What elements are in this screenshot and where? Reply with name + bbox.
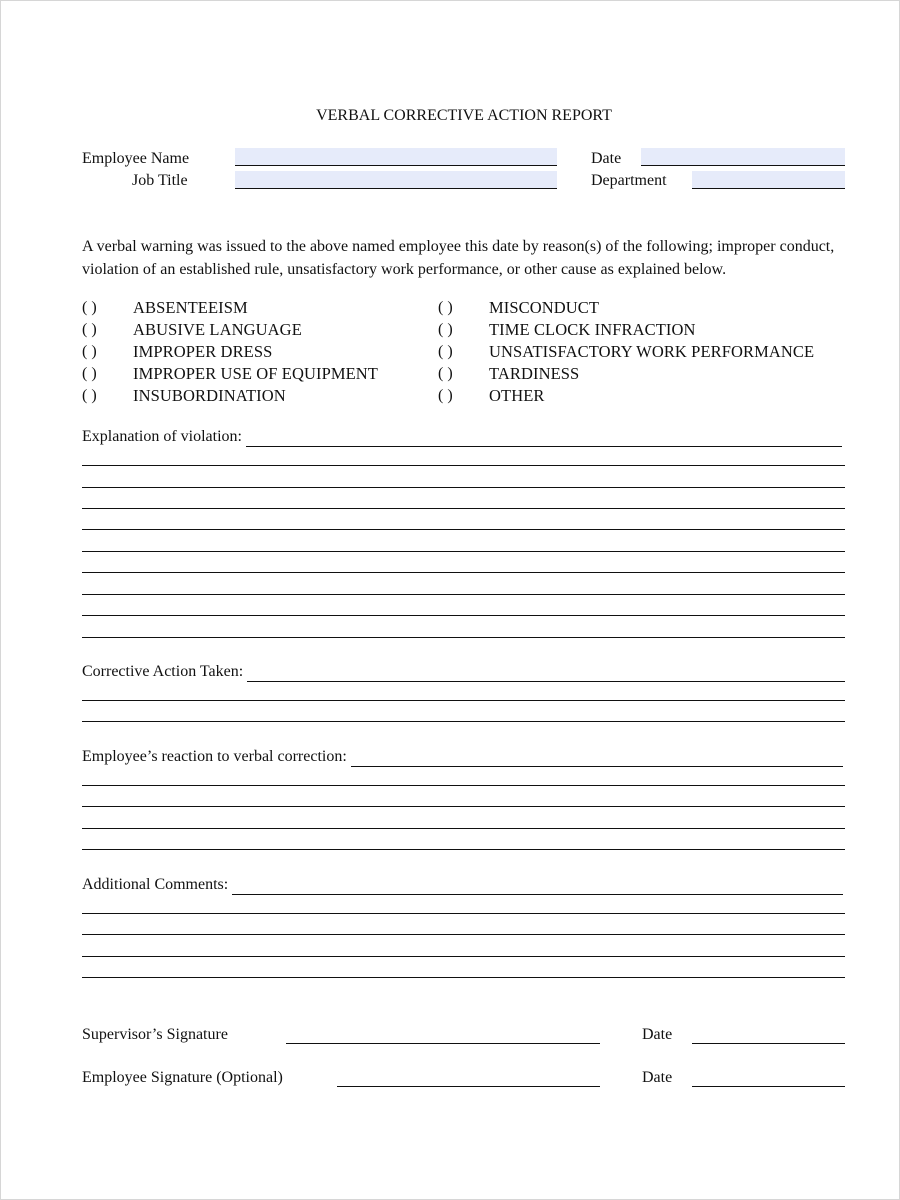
employee-date-field[interactable] <box>692 1069 845 1087</box>
comments-line[interactable] <box>82 934 845 935</box>
supervisor-date-label: Date <box>642 1026 673 1043</box>
explanation-line[interactable] <box>82 594 845 595</box>
explanation-line[interactable] <box>82 487 845 488</box>
reason-tardiness: TARDINESS <box>489 364 580 383</box>
checkbox-abusive-language[interactable]: ( ) <box>82 321 97 338</box>
checkbox-other[interactable]: ( ) <box>438 387 453 404</box>
explanation-line[interactable] <box>82 637 845 638</box>
explanation-line[interactable] <box>82 465 845 466</box>
comments-field[interactable] <box>232 879 843 895</box>
explanation-line[interactable] <box>82 508 845 509</box>
explanation-line[interactable] <box>82 572 845 573</box>
corrective-line[interactable] <box>82 700 845 701</box>
reason-improper-dress: IMPROPER DRESS <box>133 342 273 361</box>
reason-insubordination: INSUBORDINATION <box>133 386 286 405</box>
explanation-row <box>82 427 842 447</box>
employee-name-label: Employee Name <box>82 150 190 167</box>
job-title-field[interactable] <box>235 171 557 189</box>
intro-paragraph: A verbal warning was issued to the above named employee this date by reason(s) of the following; improper conduct, violation of an established rule, unsatisfactory work performance, or other cause as explained below. <box>82 238 835 278</box>
department-label: Department <box>591 172 667 189</box>
checkbox-improper-dress[interactable]: ( ) <box>82 343 97 360</box>
explanation-line[interactable] <box>82 529 845 530</box>
employee-signature-field[interactable] <box>337 1069 600 1087</box>
reaction-line[interactable] <box>82 849 845 850</box>
reaction-field[interactable] <box>351 751 843 767</box>
reason-unsatisfactory-work-performance: UNSATISFACTORY WORK PERFORMANCE <box>489 342 815 361</box>
checkbox-misconduct[interactable]: ( ) <box>438 299 453 316</box>
reason-abusive-language: ABUSIVE LANGUAGE <box>133 320 302 339</box>
corrective-field[interactable] <box>247 666 845 682</box>
reaction-line[interactable] <box>82 806 845 807</box>
job-title-label: Job Title <box>132 172 188 189</box>
explanation-line[interactable] <box>82 615 845 616</box>
reason-misconduct: MISCONDUCT <box>489 298 600 317</box>
comments-line[interactable] <box>82 977 845 978</box>
comments-label: Additional Comments: <box>82 876 229 893</box>
date-field[interactable] <box>641 148 845 166</box>
supervisor-signature-field[interactable] <box>286 1026 600 1044</box>
reaction-row <box>82 747 843 767</box>
employee-name-field[interactable] <box>235 148 557 166</box>
supervisor-signature-label: Supervisor’s Signature <box>82 1026 228 1043</box>
checkbox-time-clock-infraction[interactable]: ( ) <box>438 321 453 338</box>
explanation-label: Explanation of violation: <box>82 428 242 445</box>
corrective-label: Corrective Action Taken: <box>82 663 244 680</box>
supervisor-date-field[interactable] <box>692 1026 845 1044</box>
checkbox-absenteeism[interactable]: ( ) <box>82 299 97 316</box>
explanation-field[interactable] <box>246 431 842 447</box>
reason-improper-use-of-equipment: IMPROPER USE OF EQUIPMENT <box>133 364 378 383</box>
date-label: Date <box>591 150 622 167</box>
reaction-line[interactable] <box>82 828 845 829</box>
reaction-label: Employee’s reaction to verbal correction: <box>82 748 347 765</box>
comments-line[interactable] <box>82 913 845 914</box>
reason-absenteeism: ABSENTEEISM <box>133 298 248 317</box>
department-field[interactable] <box>692 171 845 189</box>
corrective-line[interactable] <box>82 721 845 722</box>
checkbox-improper-use-of-equipment[interactable]: ( ) <box>82 365 97 382</box>
checkbox-tardiness[interactable]: ( ) <box>438 365 453 382</box>
explanation-line[interactable] <box>82 551 845 552</box>
checkbox-unsatisfactory-work-performance[interactable]: ( ) <box>438 343 453 360</box>
corrective-row <box>82 662 845 682</box>
reason-other: OTHER <box>489 386 545 405</box>
form-title: VERBAL CORRECTIVE ACTION REPORT <box>316 107 612 124</box>
reason-time-clock-infraction: TIME CLOCK INFRACTION <box>489 320 696 339</box>
employee-signature-label: Employee Signature (Optional) <box>82 1069 283 1086</box>
comments-line[interactable] <box>82 956 845 957</box>
comments-row <box>82 875 843 895</box>
reaction-line[interactable] <box>82 785 845 786</box>
checkbox-insubordination[interactable]: ( ) <box>82 387 97 404</box>
employee-date-label: Date <box>642 1069 673 1086</box>
